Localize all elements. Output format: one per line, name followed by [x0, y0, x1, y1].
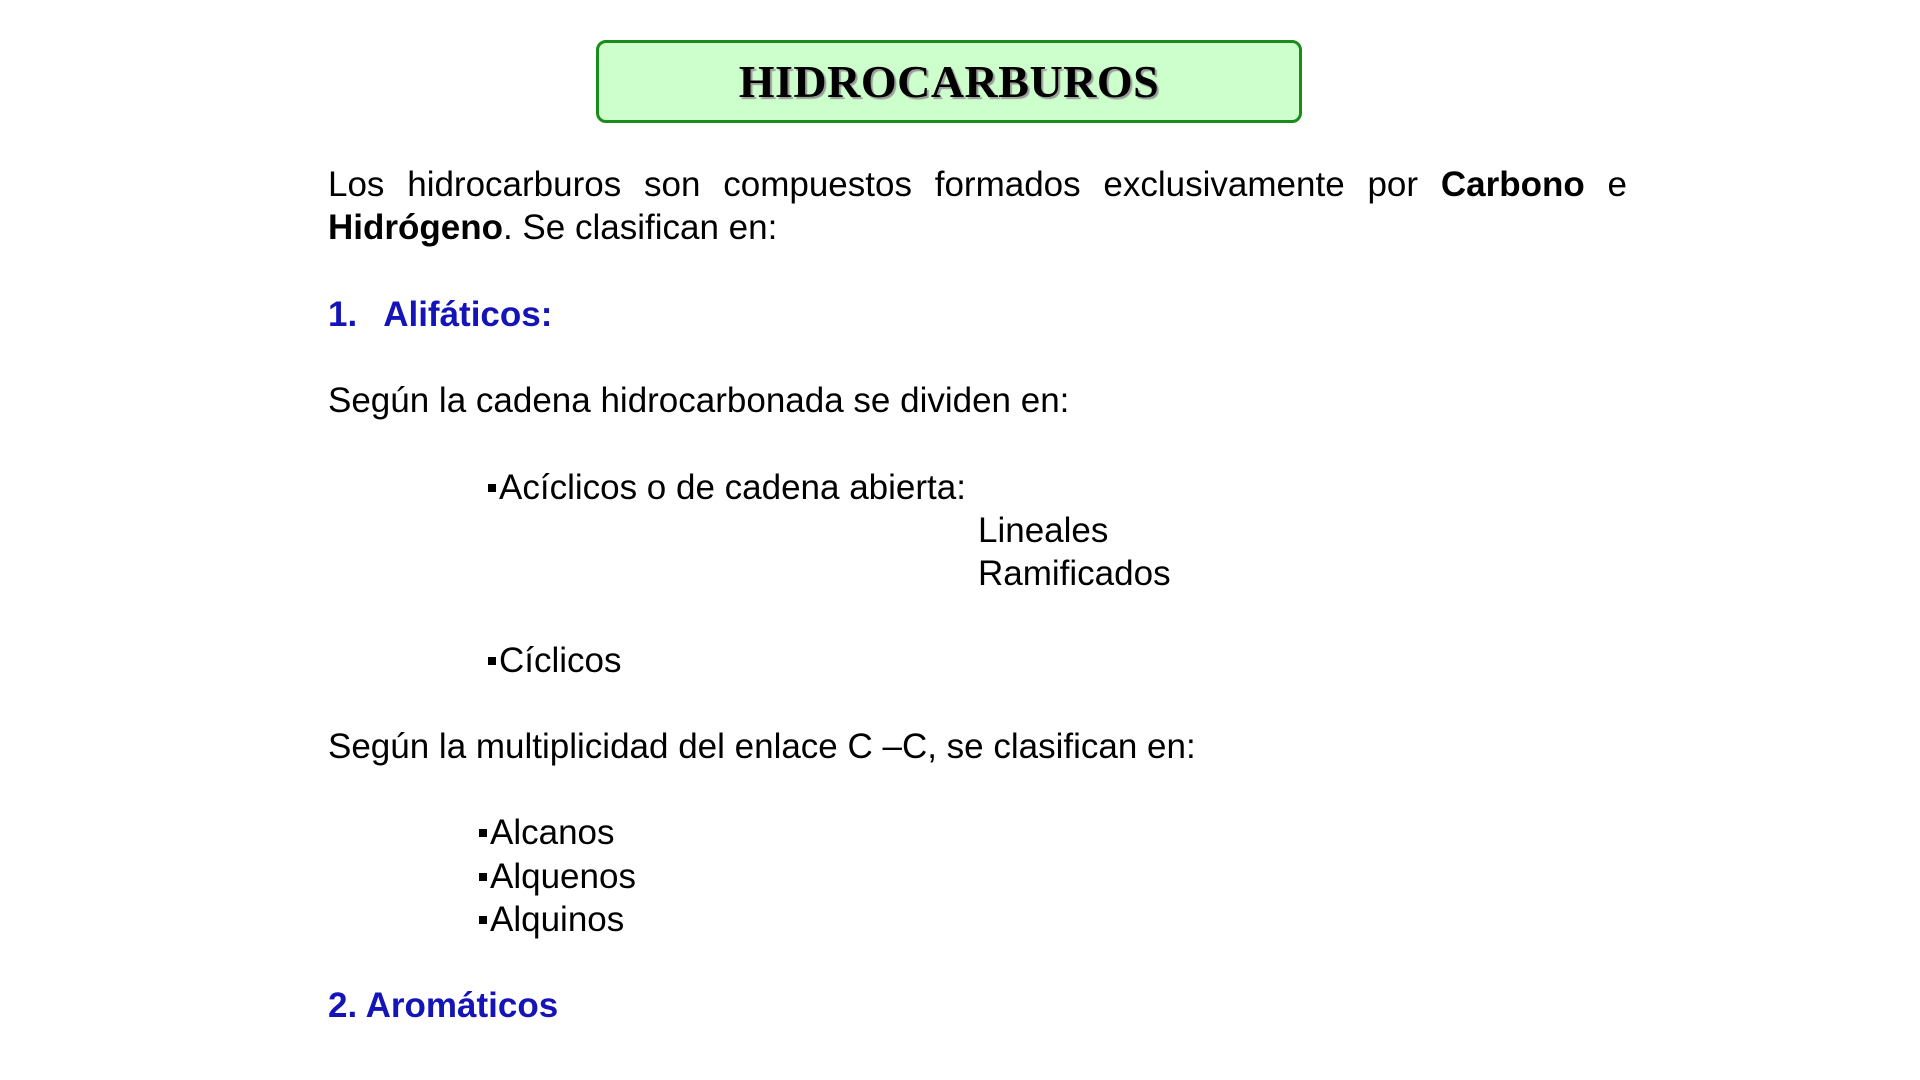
bullet-icon — [488, 484, 496, 492]
list-item-label: Acíclicos o de cadena abierta: — [499, 468, 966, 507]
section2-heading: 2. Aromáticos — [328, 986, 559, 1025]
bullet-icon — [479, 873, 487, 881]
list-item-alquinos — [479, 898, 624, 941]
list-item-label: Cíclicos — [499, 641, 622, 680]
bond-intro: Según la multiplicidad del enlace C –C, se clasifican en: — [328, 727, 1196, 766]
intro-text: . Se clasifican en: — [502, 208, 778, 247]
page-title: HIDROCARBUROS — [738, 56, 1160, 107]
list-item-label: Alcanos — [490, 813, 615, 852]
list-item-cyclic — [488, 639, 622, 682]
list-item-label: Alquinos — [490, 900, 625, 939]
list-item-label: Alquenos — [490, 857, 636, 896]
intro-text: e — [1584, 165, 1627, 204]
intro-text: Los hidrocarburos son compuestos formados exclusivamente por — [328, 165, 1441, 204]
bullet-icon — [479, 916, 487, 924]
intro-paragraph — [328, 163, 1627, 249]
list-item-lineales: Lineales — [978, 511, 1109, 550]
title-box — [596, 40, 1302, 123]
bullet-icon — [479, 829, 487, 837]
list-item-alquenos — [479, 855, 636, 898]
intro-bold-carbono: Carbono — [1440, 165, 1585, 204]
intro-bold-hidrogeno: Hidrógeno — [328, 208, 503, 247]
section1-heading — [328, 293, 552, 336]
bullet-icon — [488, 657, 496, 665]
chain-intro: Según la cadena hidrocarbonada se dividen en: — [328, 381, 1070, 420]
section1-title: Alifáticos: — [383, 295, 553, 334]
list-item-acyclic — [488, 466, 966, 509]
section1-number: 1. — [328, 295, 358, 334]
list-item-ramificados: Ramificados — [978, 554, 1171, 593]
list-item-alcanos — [479, 811, 615, 854]
